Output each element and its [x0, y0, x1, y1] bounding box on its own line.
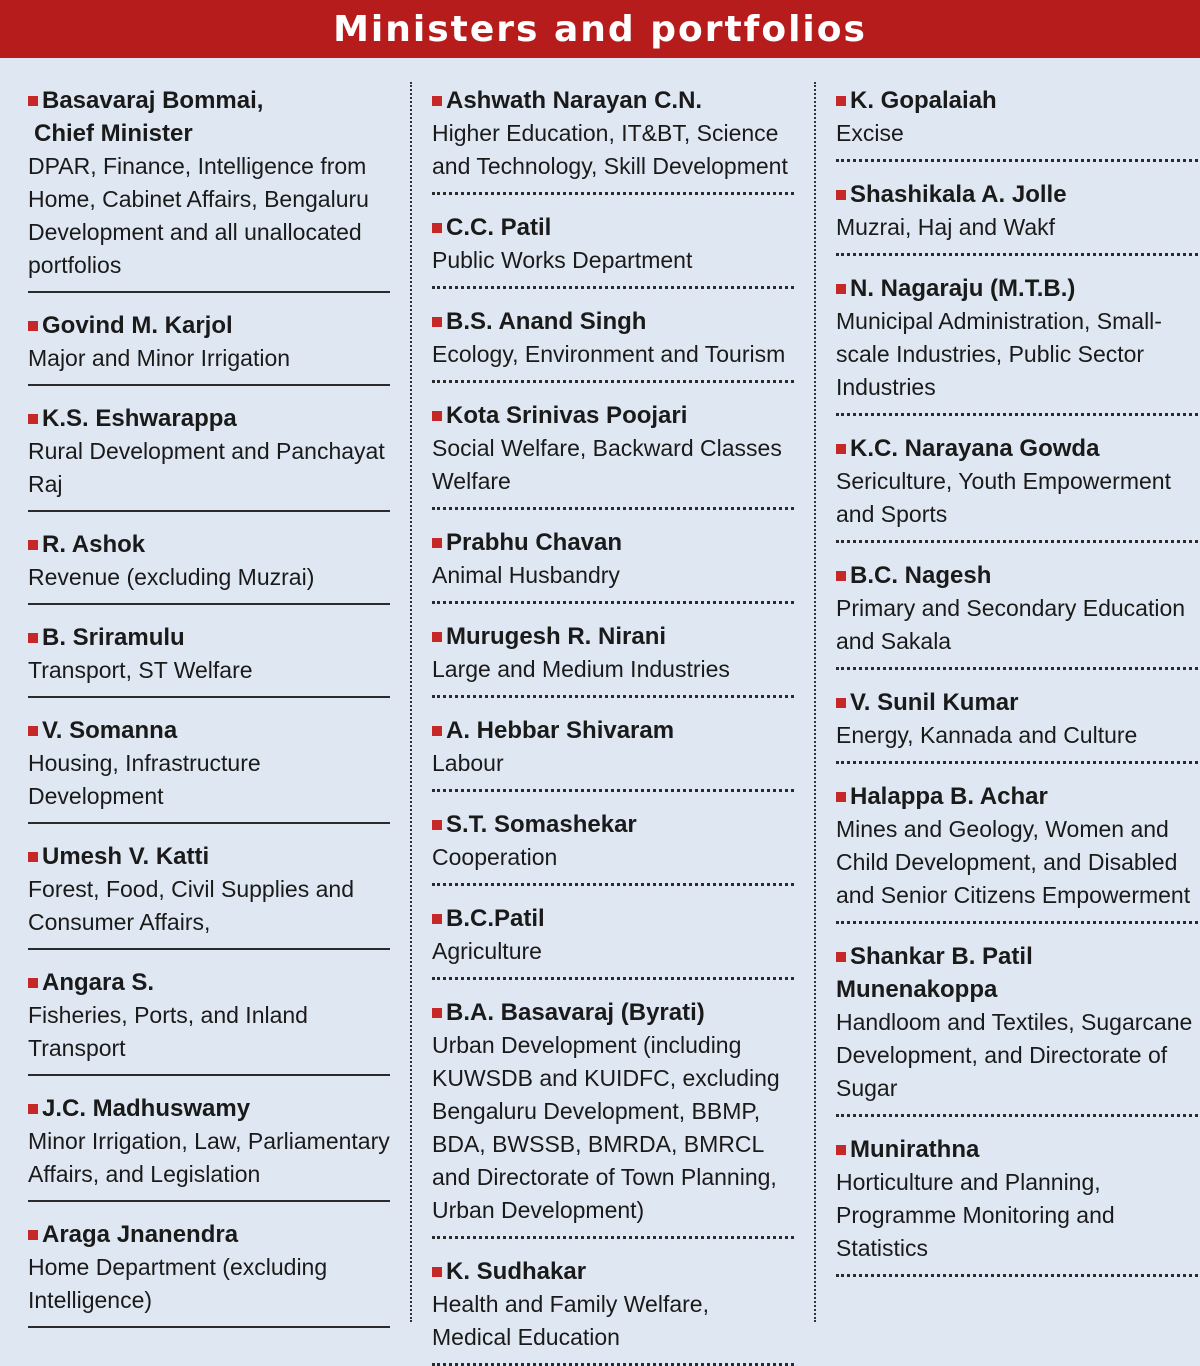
minister-name-line	[28, 1092, 390, 1125]
bullet-square-icon	[836, 952, 846, 962]
minister-name-line	[28, 1218, 390, 1251]
minister-name: Ashwath Narayan C.N.	[446, 87, 703, 114]
minister-name-line	[432, 902, 794, 935]
bullet-square-icon	[432, 914, 442, 924]
minister-entry	[836, 936, 1198, 1117]
ministers-column-3	[836, 80, 1198, 1277]
minister-name-line	[836, 178, 1198, 211]
minister-name: Shankar B. Patil Munenakoppa	[836, 943, 1033, 1003]
minister-name-line	[28, 402, 390, 435]
minister-name: K. Gopalaiah	[850, 87, 997, 114]
minister-name: Munirathna	[850, 1136, 980, 1163]
title-banner	[0, 0, 1200, 58]
minister-name: S.T. Somashekar	[446, 811, 637, 838]
portfolio-text: Excise	[836, 120, 904, 146]
portfolio-text: Animal Husbandry	[432, 562, 620, 588]
bullet-square-icon	[432, 1267, 442, 1277]
minister-name-line	[432, 996, 794, 1029]
bullet-square-icon	[432, 726, 442, 736]
minister-entry	[836, 1129, 1198, 1277]
portfolio-text: Home Department (excluding Intelligence)	[28, 1254, 328, 1313]
portfolio-text: Ecology, Environment and Tourism	[432, 341, 786, 367]
minister-entry	[432, 804, 794, 886]
bullet-square-icon	[432, 538, 442, 548]
minister-entry	[28, 710, 390, 824]
minister-name-line	[28, 309, 390, 342]
portfolio-text: Municipal Administration, Small-scale Industries, Public Sector Industries	[836, 308, 1162, 400]
bullet-square-icon	[836, 96, 846, 106]
bullet-square-icon	[432, 820, 442, 830]
portfolio-text: Handloom and Textiles, Sugarcane Development, and Directorate of Sugar	[836, 1009, 1193, 1101]
minister-entry	[432, 1251, 794, 1366]
minister-entry	[836, 80, 1198, 162]
minister-name-line	[28, 84, 390, 117]
minister-entry	[28, 398, 390, 512]
bullet-square-icon	[28, 414, 38, 424]
minister-name-line	[836, 686, 1198, 719]
portfolio-text: Housing, Infrastructure Development	[28, 750, 261, 809]
minister-name-line	[836, 559, 1198, 592]
minister-entry	[28, 524, 390, 605]
minister-name-line	[28, 966, 390, 999]
minister-name: R. Ashok	[42, 531, 146, 558]
bullet-square-icon	[836, 571, 846, 581]
minister-name: Murugesh R. Nirani	[446, 623, 667, 650]
portfolio-text: Energy, Kannada and Culture	[836, 722, 1138, 748]
minister-name: Halappa B. Achar	[850, 783, 1048, 810]
bullet-square-icon	[836, 792, 846, 802]
portfolio-text: Sericulture, Youth Empowerment and Sports	[836, 468, 1171, 527]
bullet-square-icon	[836, 444, 846, 454]
minister-entry	[28, 836, 390, 950]
minister-name-line	[28, 714, 390, 747]
portfolio-text: DPAR, Finance, Intelligence from Home, Cabinet Affairs, Bengaluru Development and all unallocated portfolios	[28, 153, 369, 278]
minister-name: V. Sunil Kumar	[850, 689, 1019, 716]
minister-entry	[28, 617, 390, 698]
bullet-square-icon	[836, 284, 846, 294]
minister-name: V. Somanna	[42, 717, 178, 744]
minister-entry	[836, 174, 1198, 256]
minister-name-line	[432, 399, 794, 432]
minister-entry	[432, 522, 794, 604]
minister-name: Araga Jnanendra	[42, 1221, 239, 1248]
bullet-square-icon	[28, 321, 38, 331]
minister-name-line	[432, 305, 794, 338]
minister-name: B.A. Basavaraj (Byrati)	[446, 999, 705, 1026]
portfolio-text: Primary and Secondary Education and Sakala	[836, 595, 1186, 654]
ministers-column-1	[28, 80, 390, 1328]
ministers-column-2	[432, 80, 794, 1366]
minister-entry	[836, 682, 1198, 764]
minister-name-line	[28, 621, 390, 654]
bullet-square-icon	[28, 978, 38, 988]
portfolio-text: Rural Development and Panchayat Raj	[28, 438, 385, 497]
portfolio-text: Agriculture	[432, 938, 542, 964]
minister-name-line	[836, 780, 1198, 813]
bullet-square-icon	[836, 1145, 846, 1155]
bullet-square-icon	[28, 633, 38, 643]
minister-entry	[432, 616, 794, 698]
minister-entry	[836, 268, 1198, 416]
minister-name-line	[836, 1133, 1198, 1166]
minister-entry	[432, 207, 794, 289]
minister-entry	[432, 992, 794, 1239]
bullet-square-icon	[28, 1230, 38, 1240]
bullet-square-icon	[836, 190, 846, 200]
portfolio-text: Major and Minor Irrigation	[28, 345, 291, 371]
bullet-square-icon	[432, 1008, 442, 1018]
column-divider	[410, 82, 412, 1322]
portfolio-text: Public Works Department	[432, 247, 693, 273]
minister-name: Prabhu Chavan	[446, 529, 623, 556]
minister-name-line	[28, 840, 390, 873]
minister-name-line	[432, 526, 794, 559]
bullet-square-icon	[28, 540, 38, 550]
bullet-square-icon	[432, 632, 442, 642]
minister-name-line	[432, 84, 794, 117]
portfolio-text: Forest, Food, Civil Supplies and Consumer Affairs,	[28, 876, 354, 935]
minister-entry	[836, 555, 1198, 670]
portfolio-text: Revenue (excluding Muzrai)	[28, 564, 315, 590]
portfolio-text: Cooperation	[432, 844, 558, 870]
bullet-square-icon	[28, 726, 38, 736]
minister-name: Basavaraj Bommai,	[42, 87, 264, 114]
portfolio-text: Fisheries, Ports, and Inland Transport	[28, 1002, 308, 1061]
minister-title: Chief Minister	[34, 120, 193, 147]
portfolio-text: Social Welfare, Backward Classes Welfare	[432, 435, 782, 494]
minister-entry	[432, 395, 794, 510]
portfolio-text: Muzrai, Haj and Wakf	[836, 214, 1055, 240]
minister-entry	[432, 80, 794, 195]
minister-entry	[432, 898, 794, 980]
bullet-square-icon	[836, 698, 846, 708]
minister-entry	[836, 428, 1198, 543]
minister-entry	[28, 1214, 390, 1328]
portfolio-text: Labour	[432, 750, 504, 776]
minister-name: J.C. Madhuswamy	[42, 1095, 251, 1122]
portfolio-text: Transport, ST Welfare	[28, 657, 253, 683]
minister-name-line	[432, 808, 794, 841]
minister-name: B.C. Nagesh	[850, 562, 992, 589]
minister-entry	[432, 301, 794, 383]
minister-name-line	[432, 1255, 794, 1288]
minister-name: K. Sudhakar	[446, 1258, 587, 1285]
minister-name: K.C. Narayana Gowda	[850, 435, 1100, 462]
minister-entry	[28, 962, 390, 1076]
column-divider	[814, 82, 816, 1322]
portfolio-text: Minor Irrigation, Law, Parliamentary Affairs, and Legislation	[28, 1128, 390, 1187]
portfolio-text: Mines and Geology, Women and Child Development, and Disabled and Senior Citizens Empowerment	[836, 816, 1191, 908]
minister-name: Umesh V. Katti	[42, 843, 210, 870]
minister-entry	[432, 710, 794, 792]
minister-entry	[836, 776, 1198, 924]
minister-name-line	[836, 432, 1198, 465]
minister-name-line	[836, 272, 1198, 305]
minister-entry	[28, 305, 390, 386]
bullet-square-icon	[432, 411, 442, 421]
minister-entry	[28, 80, 390, 293]
portfolio-text: Large and Medium Industries	[432, 656, 730, 682]
minister-name: Shashikala A. Jolle	[850, 181, 1067, 208]
portfolio-text: Higher Education, IT&BT, Science and Technology, Skill Development	[432, 120, 788, 179]
minister-name-line	[432, 211, 794, 244]
minister-name: Angara S.	[42, 969, 155, 996]
minister-name: B. Sriramulu	[42, 624, 185, 651]
bullet-square-icon	[28, 852, 38, 862]
bullet-square-icon	[432, 317, 442, 327]
portfolio-text: Urban Development (including KUWSDB and KUIDFC, excluding Bengaluru Development, BBMP, BDA, BWSSB, BMRDA, BMRCL and Directorate of Town Planning, Urban Development)	[432, 1032, 780, 1223]
minister-name-line	[432, 714, 794, 747]
bullet-square-icon	[28, 1104, 38, 1114]
page-title: Ministers and portfolios	[333, 8, 867, 50]
minister-name: B.C.Patil	[446, 905, 545, 932]
portfolio-text: Health and Family Welfare, Medical Education	[432, 1291, 709, 1350]
minister-name: B.S. Anand Singh	[446, 308, 647, 335]
minister-name: C.C. Patil	[446, 214, 552, 241]
minister-entry	[28, 1088, 390, 1202]
bullet-square-icon	[28, 96, 38, 106]
minister-name-line	[836, 84, 1198, 117]
minister-name: Kota Srinivas Poojari	[446, 402, 688, 429]
minister-name: N. Nagaraju (M.T.B.)	[850, 275, 1076, 302]
minister-name: K.S. Eshwarappa	[42, 405, 237, 432]
minister-name-line	[836, 940, 1198, 1006]
minister-name-line	[28, 528, 390, 561]
minister-name: Govind M. Karjol	[42, 312, 233, 339]
portfolio-text: Horticulture and Planning, Programme Monitoring and Statistics	[836, 1169, 1115, 1261]
bullet-square-icon	[432, 96, 442, 106]
minister-name-line	[432, 620, 794, 653]
minister-name: A. Hebbar Shivaram	[446, 717, 675, 744]
bullet-square-icon	[432, 223, 442, 233]
